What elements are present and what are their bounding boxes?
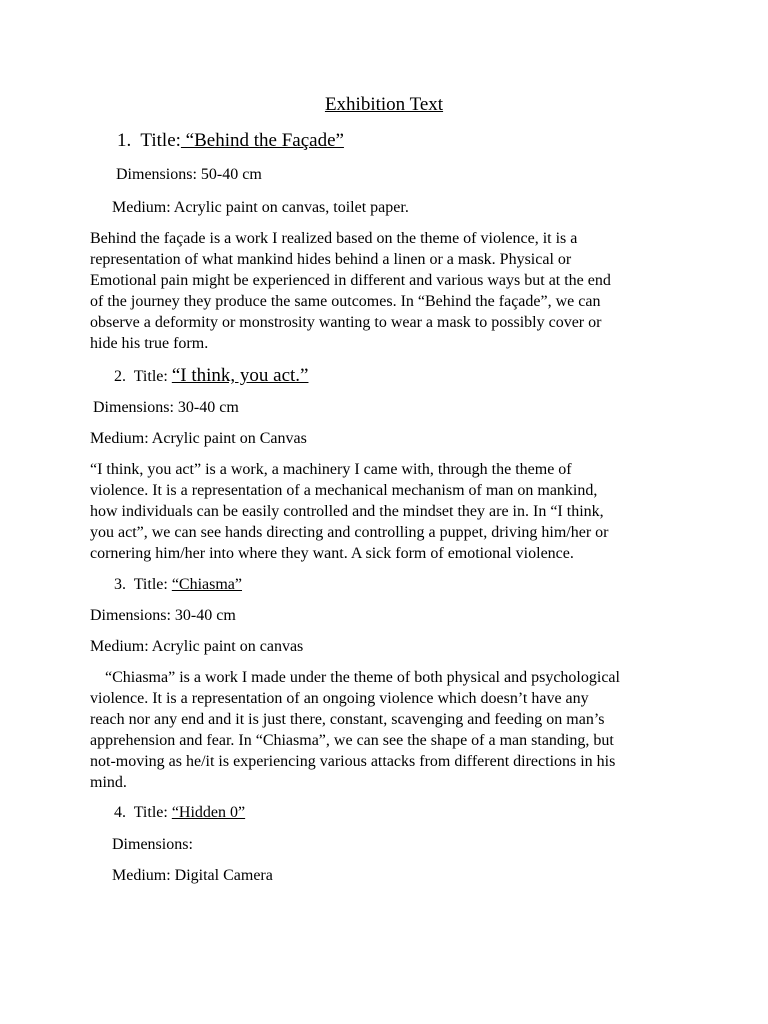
work-1-description <box>90 228 690 354</box>
work-3-number: 3. <box>114 576 126 593</box>
work-2-title: “I think, you act.” <box>171 365 309 386</box>
work-1-title: “Behind the Façade” <box>180 130 344 151</box>
work-3-description-line: “Chiasma” is a work I made under the theme of both physical and psychological <box>105 669 620 686</box>
work-2-number: 2. <box>114 368 126 385</box>
work-2-dimensions: Dimensions: 30-40 cm <box>93 399 239 416</box>
work-1-heading <box>117 130 344 151</box>
work-1-description-line: Behind the façade is a work I realized based on the theme of violence, it is a <box>90 230 578 247</box>
work-4-number: 4. <box>114 804 126 821</box>
work-3-description-line: violence. It is a representation of an ongoing violence which doesn’t have any <box>90 690 589 707</box>
work-4-dimensions: Dimensions: <box>112 836 193 853</box>
work-2-description-line: violence. It is a representation of a mechanical mechanism of man on mankind, <box>90 482 598 499</box>
work-2-heading <box>114 365 308 387</box>
work-2-description-line: how individuals can be easily controlled and the mindset they are in. In “I think, <box>90 503 604 520</box>
work-1-dimensions: Dimensions: 50-40 cm <box>116 166 262 183</box>
work-1-description-line: hide his true form. <box>90 335 209 352</box>
work-3-dimensions: Dimensions: 30-40 cm <box>90 607 236 624</box>
work-1-medium: Medium: Acrylic paint on canvas, toilet paper. <box>112 199 409 216</box>
work-3-title-label: Title: <box>133 576 168 593</box>
work-2-medium: Medium: Acrylic paint on Canvas <box>90 430 307 447</box>
work-2-description-line: you act”, we can see hands directing and controlling a puppet, driving him/her or <box>90 524 609 541</box>
work-4-medium: Medium: Digital Camera <box>112 867 273 884</box>
work-3-medium: Medium: Acrylic paint on canvas <box>90 638 304 655</box>
work-4-title-label: Title: <box>133 804 168 821</box>
work-4-heading <box>114 802 245 823</box>
work-2-description-line: “I think, you act” is a work, a machinery I came with, through the theme of <box>90 461 572 478</box>
work-3-description-line: mind. <box>90 774 127 791</box>
work-1-description-line: of the journey they produce the same outcomes. In “Behind the façade”, we can <box>90 293 601 310</box>
document-title: Exhibition Text <box>324 94 444 115</box>
work-4-title: “Hidden 0” <box>171 804 246 821</box>
work-1-title-label: Title: <box>140 130 181 151</box>
work-3-description-line: apprehension and fear. In “Chiasma”, we can see the shape of a man standing, but <box>90 732 614 749</box>
work-1-number: 1. <box>117 130 132 151</box>
work-3-description <box>90 667 690 793</box>
work-3-description-line: not-moving as he/it is experiencing various attacks from different directions in his <box>90 753 616 770</box>
work-1-description-line: Emotional pain might be experienced in different and various ways but at the end <box>90 272 611 289</box>
work-3-description-line: reach nor any end and it is just there, constant, scavenging and feeding on man’s <box>90 711 605 728</box>
work-2-description <box>90 459 690 564</box>
work-3-heading <box>114 574 242 595</box>
work-1-description-line: representation of what mankind hides behind a linen or a mask. Physical or <box>90 251 572 268</box>
work-2-description-line: cornering him/her into where they want. A sick form of emotional violence. <box>90 545 574 562</box>
work-2-title-label: Title: <box>133 368 168 385</box>
work-1-description-line: observe a deformity or monstrosity wanting to wear a mask to possibly cover or <box>90 314 602 331</box>
work-3-title: “Chiasma” <box>171 576 243 593</box>
